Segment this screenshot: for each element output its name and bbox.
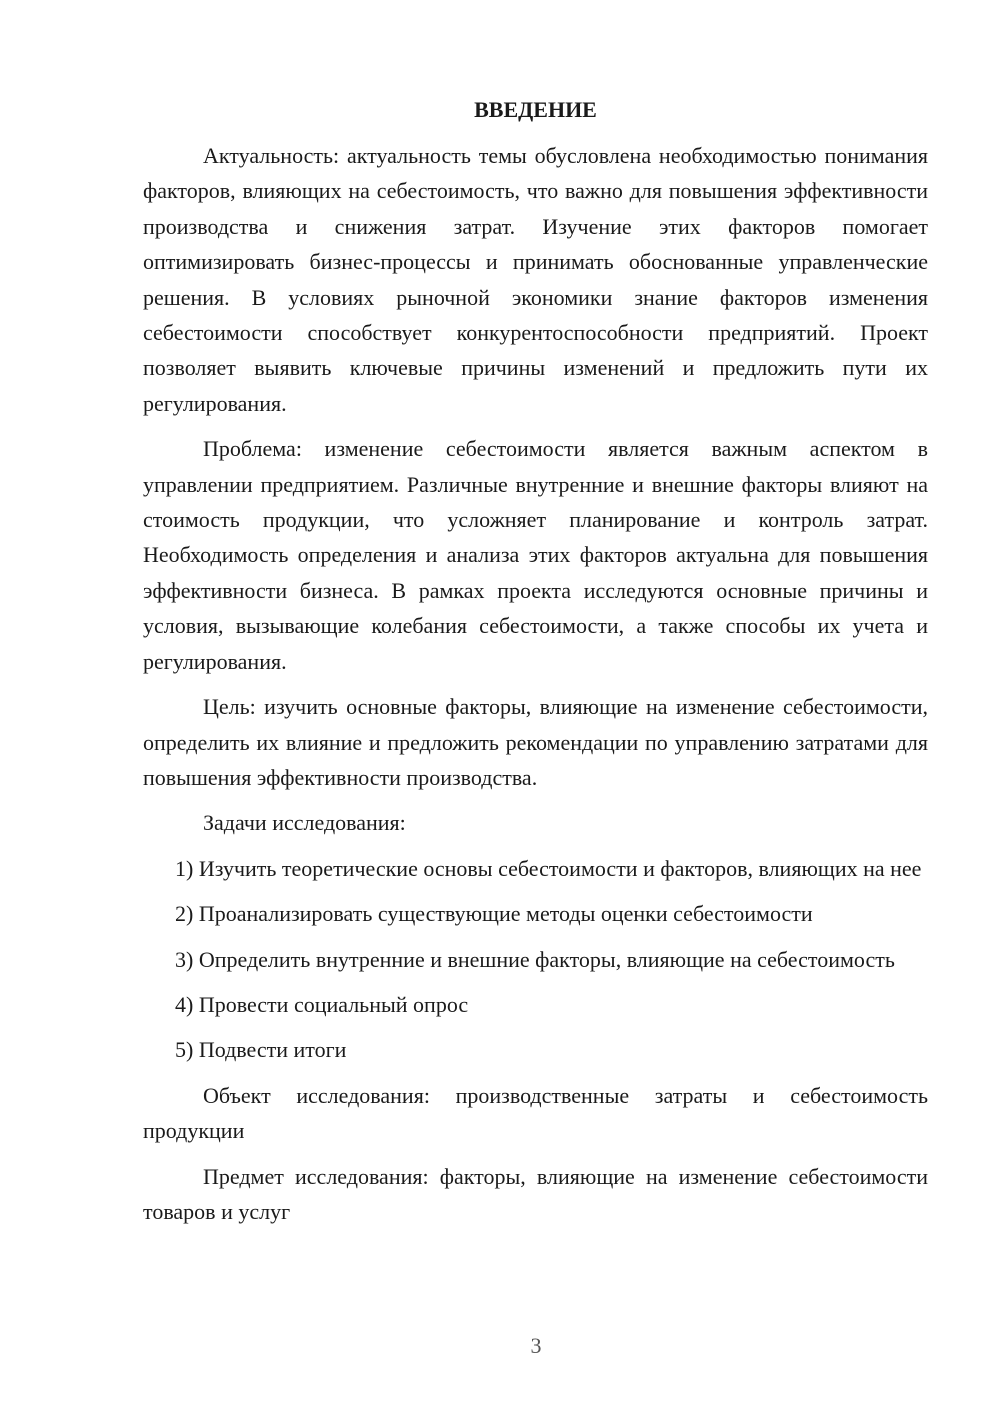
- tasks-title: Задачи исследования:: [203, 810, 406, 836]
- task-item: 4) Провести социальный опрос: [175, 991, 469, 1017]
- problem-paragraph: Проблема: изменение себестоимости является важным аспектом в управлении предприятием. Различные внутренние и внешние факторы влияют на стоимость продукции, что усложняет планирование и контроль затрат. Необходимость определения и анализа этих факторов актуальна для повышения эффективности бизнеса. В рамках проекта исследуются основные причины и условия, вызывающие колебания себестоимости, а также способы их учета и регулирования.: [143, 436, 928, 674]
- relevance-paragraph: Актуальность: актуальность темы обусловлена необходимостью понимания факторов, влияющих на себестоимость, что важно для повышения эффективности производства и снижения затрат. Изучение этих факторов помогает оптимизировать бизнес-процессы и принимать обоснованные управленческие решения. В условиях рыночной экономики знание факторов изменения себестоимости способствует конкурентоспособности предприятий. Проект позволяет выявить ключевые причины изменений и предложить пути их регулирования.: [143, 143, 928, 416]
- page-number: 3: [530, 1333, 542, 1358]
- task-item: 2) Проанализировать существующие методы оценки себестоимости: [175, 901, 813, 927]
- task-item: 1) Изучить теоретические основы себестоимости и факторов, влияющих на нее: [175, 855, 922, 881]
- task-item: 5) Подвести итоги: [175, 1037, 347, 1063]
- task-item: 3) Определить внутренние и внешние факторы, влияющие на себестоимость: [175, 946, 895, 972]
- task-list: [143, 851, 928, 1068]
- page-title: ВВЕДЕНИЕ: [474, 97, 597, 122]
- goal-paragraph: Цель: изучить основные факторы, влияющие на изменение себестоимости, определить их влияние и предложить рекомендации по управлению затратами для повышения эффективности производства.: [143, 694, 928, 790]
- object-paragraph: Объект исследования: производственные затраты и себестоимость продукции: [143, 1082, 928, 1144]
- document-page: [143, 94, 928, 1239]
- subject-paragraph: Предмет исследования: факторы, влияющие на изменение себестоимости товаров и услуг: [143, 1163, 928, 1224]
